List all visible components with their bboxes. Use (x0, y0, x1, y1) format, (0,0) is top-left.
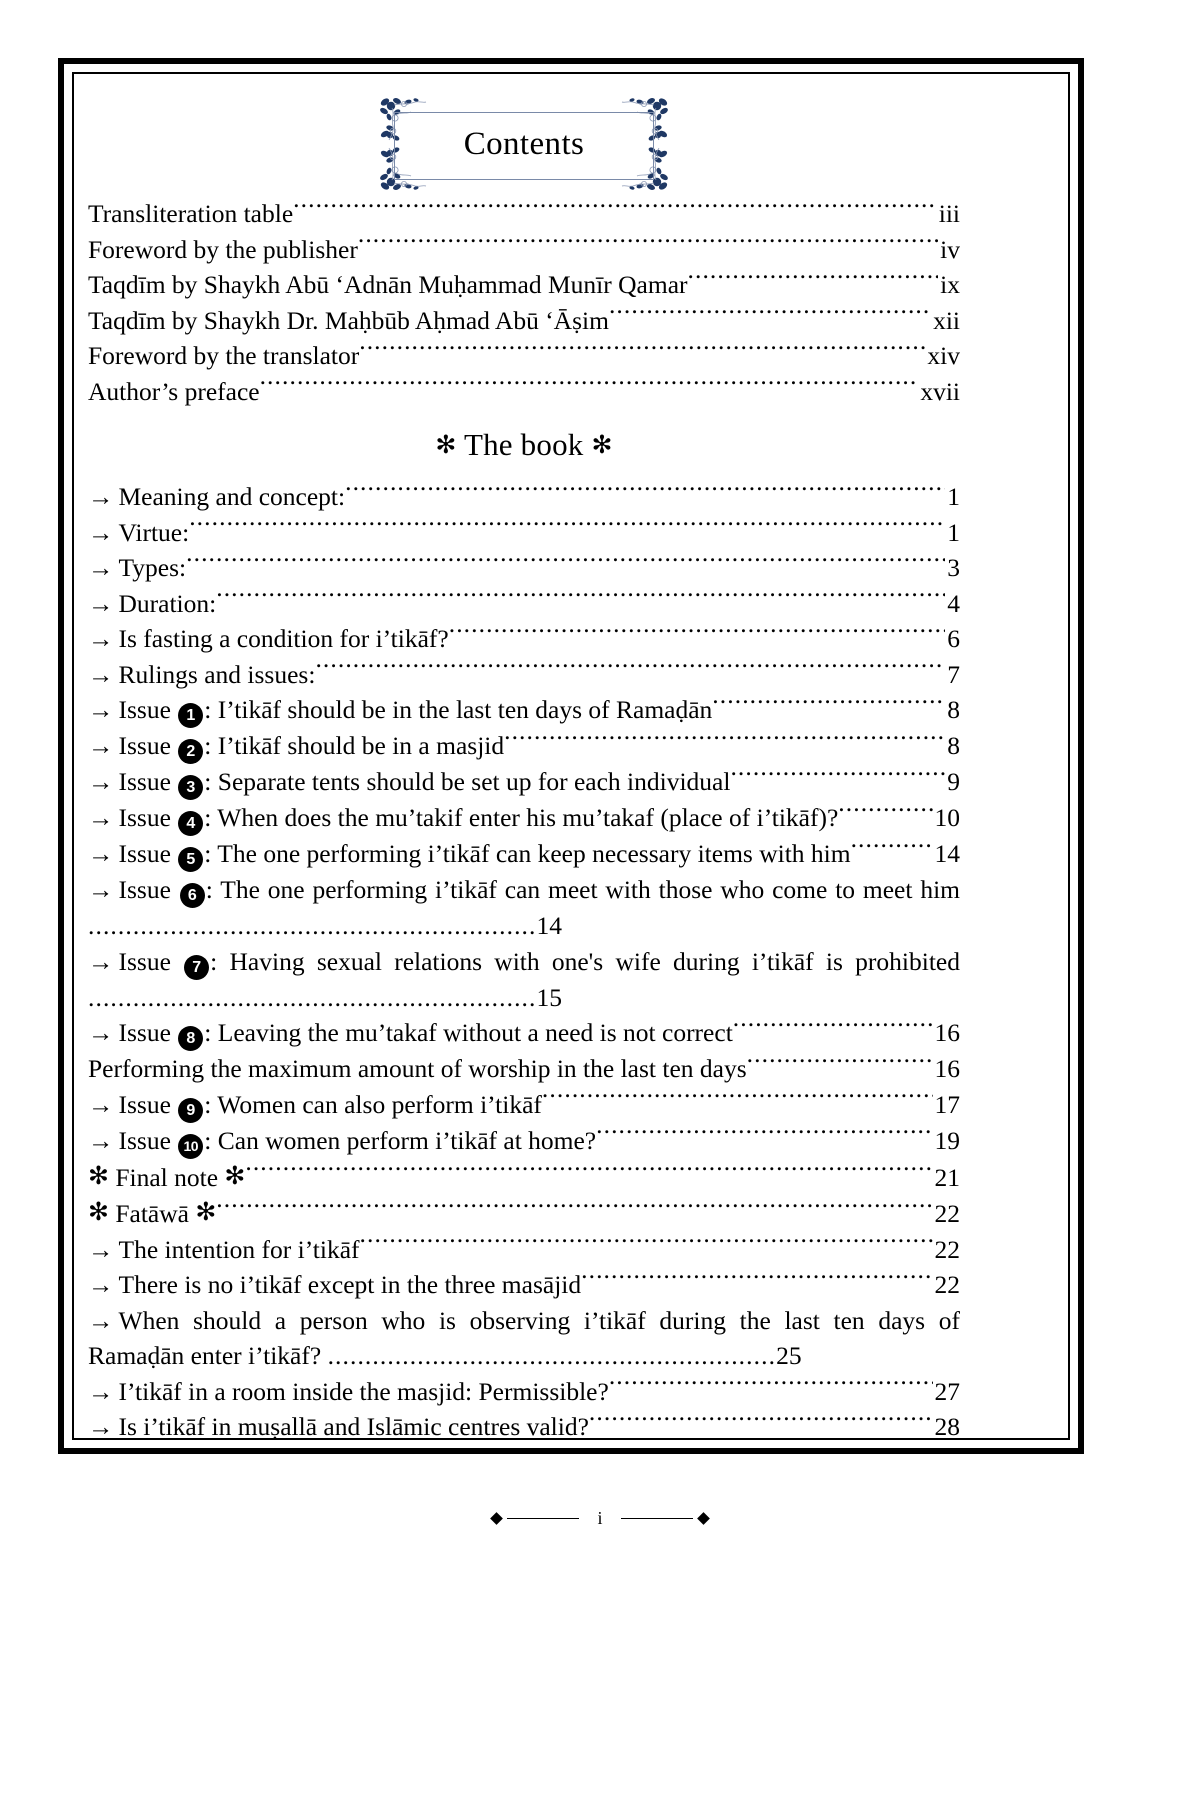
dot-leader (733, 1016, 933, 1042)
toc-entry-label: → Issue 3 : Separate tents should be set up for each individual (88, 764, 730, 800)
toc-page-number: 14 (536, 911, 562, 940)
dot-leader (186, 551, 945, 577)
arrow-bullet-icon: → (88, 839, 114, 868)
toc-entry-label: → Issue 5 : The one performing i’tikāf can keep necessary items with him (88, 836, 851, 872)
toc-entry[interactable] (88, 1051, 960, 1087)
arrow-bullet-icon: → (88, 1018, 114, 1047)
toc-entry[interactable] (88, 1015, 960, 1051)
issue-number-badge: 3 (178, 775, 203, 800)
toc-page-number: ix (940, 270, 960, 299)
toc-entry[interactable] (88, 196, 960, 232)
toc-page-number: 1 (947, 482, 960, 511)
toc-entry[interactable] (88, 267, 960, 303)
toc-page-number: xiv (927, 341, 960, 370)
toc-entry[interactable] (88, 1195, 960, 1232)
issue-number-badge: 5 (178, 847, 203, 872)
toc-entry-label: → Duration: (88, 586, 216, 622)
arrow-bullet-icon: → (88, 803, 114, 832)
toc-page-number: 8 (947, 731, 960, 760)
arrow-bullet-icon: → (88, 1234, 114, 1264)
section-heading-the-book (88, 427, 960, 463)
toc-entry-label: → Is i’tikāf in muṣallā and Islāmic centres valid? (88, 1409, 589, 1445)
page-content (88, 88, 960, 1441)
toc-entry[interactable] (88, 479, 960, 515)
dot-leader (712, 693, 945, 719)
toc-entry[interactable] (88, 232, 960, 268)
toc-entry-label: → Issue 6 : The one performing i’tikāf can meet with those who come to meet him (88, 875, 960, 904)
toc-entry-label: → I’tikāf in a room inside the masjid: Permissible? (88, 1374, 609, 1410)
rosette-ornament-icon: ✻ (88, 1162, 109, 1190)
arrow-bullet-icon: → (88, 1376, 114, 1406)
rosette-ornament-icon: ✻ (435, 432, 457, 459)
toc-page-number: 16 (934, 1018, 960, 1047)
dot-leader (589, 1410, 933, 1436)
arrow-bullet-icon: → (88, 1412, 114, 1441)
toc-entry[interactable] (88, 621, 960, 657)
toc-entry-label: → Issue 7 : Having sexual relations with one's wife during i’tikāf is prohibited (88, 947, 960, 976)
toc-page-number: 14 (934, 839, 960, 868)
toc-page-number: 4 (947, 588, 960, 618)
toc-entry-label: Taqdīm by Shaykh Dr. Maḥbūb Aḥmad Abū ‘Āṣim (88, 305, 609, 335)
toc-entry-label: → There is no i’tikāf except in the three masājid (88, 1267, 581, 1303)
issue-number-badge: 2 (178, 739, 203, 764)
arrow-bullet-icon: → (88, 767, 114, 796)
toc-page-number: 22 (934, 1270, 960, 1299)
toc-entry-label: Author’s preface (88, 376, 260, 406)
arrow-bullet-icon: → (88, 1125, 114, 1155)
toc-entry[interactable] (88, 836, 960, 872)
toc-entry-label: → Issue 8 : Leaving the mu’takaf without a need is not correct (88, 1015, 733, 1051)
toc-entry[interactable] (88, 872, 960, 944)
issue-number-badge: 8 (178, 1026, 203, 1051)
toc-page-number: xii (933, 305, 960, 335)
dot-leader (609, 1374, 933, 1400)
toc-entry-label: ✻ Final note ✻ (88, 1159, 245, 1196)
toc-entry-label: → Issue 2 : I’tikāf should be in a masjid (88, 728, 504, 764)
toc-entry-label: → When should a person who is observing i’tikāf during the last ten days of Ramaḍān enter i’tikāf? (88, 1306, 960, 1371)
toc-entry[interactable] (88, 800, 960, 836)
arrow-bullet-icon: → (88, 482, 114, 511)
arrow-bullet-icon: → (88, 731, 114, 760)
toc-entry-label: ✻ Fatāwā ✻ (88, 1195, 216, 1232)
dot-leader: ............................................................ (88, 982, 537, 1012)
toc-entry-label: → Types: (88, 550, 186, 586)
issue-number-badge: 1 (178, 703, 203, 728)
toc-entry-label: Foreword by the publisher (88, 234, 358, 264)
toc-page-number: 22 (934, 1234, 960, 1264)
dot-leader (260, 374, 919, 400)
diamond-icon (697, 1512, 710, 1525)
toc-entry-label: → Issue 9 : Women can also perform i’tikāf (88, 1087, 542, 1123)
toc-page-number: 22 (934, 1199, 960, 1228)
toc-entry-label: → Issue 4 : When does the mu’takif enter his mu’takaf (place of i’tikāf)? (88, 800, 838, 836)
toc-page-number: 3 (947, 553, 960, 582)
toc-page-number: 8 (947, 695, 960, 724)
arrow-bullet-icon: → (88, 624, 114, 653)
toc-entry-label: Taqdīm by Shaykh Abū ‘Adnān Muḥammad Munīr Qamar (88, 270, 688, 299)
toc-page-number: 28 (934, 1412, 960, 1441)
toc-entry[interactable] (88, 657, 960, 693)
toc-entry-label: → Issue 1 : I’tikāf should be in the last ten days of Ramaḍān (88, 692, 712, 728)
arrow-bullet-icon: → (88, 553, 114, 582)
diamond-icon (491, 1512, 504, 1525)
toc-entry[interactable] (88, 338, 960, 374)
arrow-bullet-icon: → (88, 946, 114, 976)
rosette-ornament-icon: ✻ (591, 432, 613, 459)
dot-leader (504, 729, 945, 755)
dot-leader (345, 480, 945, 506)
arrow-bullet-icon: → (88, 695, 114, 724)
issue-number-badge: 4 (178, 811, 203, 836)
dot-leader (245, 1160, 932, 1186)
dot-leader (449, 622, 946, 648)
footer-page-number: i (597, 1508, 603, 1528)
toc-entry[interactable] (88, 550, 960, 586)
dot-leader (359, 339, 925, 365)
arrow-bullet-icon: → (88, 517, 114, 547)
footer-rule-right (621, 1514, 708, 1523)
issue-number-badge: 7 (184, 955, 209, 980)
dot-leader (730, 765, 945, 791)
section-heading-label: The book (463, 427, 584, 462)
toc-entry[interactable] (88, 1123, 960, 1159)
toc-entry[interactable] (88, 515, 960, 551)
toc-entry[interactable] (88, 303, 960, 339)
dot-leader (360, 1232, 933, 1258)
arrow-bullet-icon: → (88, 875, 114, 904)
dot-leader (293, 197, 937, 223)
book-toc-list (88, 479, 960, 1445)
page-title: Contents (463, 125, 585, 162)
dot-leader (596, 1123, 932, 1149)
contents-title-block (380, 98, 668, 190)
arrow-bullet-icon: → (88, 1305, 114, 1335)
dot-leader (747, 1052, 933, 1078)
toc-page-number: 16 (934, 1054, 960, 1083)
toc-page-number: 10 (934, 803, 960, 832)
toc-page-number: 17 (934, 1089, 960, 1119)
dot-leader (542, 1087, 933, 1113)
toc-page-number: 25 (776, 1341, 802, 1370)
toc-page-number: 6 (947, 624, 960, 653)
arrow-bullet-icon: → (88, 588, 114, 618)
page-footer (0, 1508, 1200, 1529)
dot-leader (838, 801, 932, 827)
toc-entry-label: Transliteration table (88, 199, 294, 228)
toc-page-number: 21 (934, 1162, 960, 1192)
footer-rule-left (492, 1514, 579, 1523)
dot-leader (189, 515, 945, 541)
footer-line (507, 1518, 579, 1520)
arrow-bullet-icon: → (88, 659, 114, 689)
toc-page-number: 7 (947, 659, 960, 689)
toc-entry[interactable] (88, 764, 960, 800)
toc-entry[interactable] (88, 728, 960, 764)
dot-leader (851, 837, 933, 863)
front-matter-toc-list (88, 196, 960, 409)
toc-entry[interactable] (88, 944, 960, 1016)
toc-entry[interactable] (88, 1374, 960, 1410)
issue-number-badge: 10 (178, 1134, 203, 1159)
toc-entry-label: → Virtue: (88, 515, 189, 551)
toc-entry[interactable] (88, 1409, 960, 1445)
dot-leader (358, 232, 938, 258)
toc-entry-label: → Rulings and issues: (88, 657, 315, 693)
dot-leader (315, 657, 945, 683)
toc-entry-label: → Is fasting a condition for i’tikāf? (88, 621, 449, 657)
toc-entry[interactable] (88, 1159, 960, 1196)
toc-entry-label: Foreword by the translator (88, 341, 360, 370)
dot-leader (609, 303, 931, 329)
toc-entry[interactable] (88, 692, 960, 728)
toc-entry[interactable] (88, 1267, 960, 1303)
toc-page-number: 27 (934, 1376, 960, 1406)
rosette-ornament-icon: ✻ (88, 1199, 109, 1226)
rosette-ornament-icon: ✻ (224, 1162, 246, 1190)
rosette-ornament-icon: ✻ (195, 1199, 217, 1226)
issue-number-badge: 9 (178, 1098, 203, 1123)
toc-entry[interactable] (88, 1087, 960, 1123)
contents-title-frame (394, 112, 654, 180)
toc-entry[interactable] (88, 1232, 960, 1268)
dot-leader: ............................................................ (88, 911, 537, 940)
toc-entry-label: → Issue 10 : Can women perform i’tikāf at home? (88, 1123, 596, 1159)
footer-line (621, 1518, 693, 1520)
toc-page-number: iii (938, 199, 960, 228)
toc-page-number: xvii (920, 376, 960, 406)
toc-page-number: 19 (934, 1125, 960, 1155)
dot-leader: ............................................................ (327, 1341, 777, 1370)
toc-entry[interactable] (88, 586, 960, 622)
arrow-bullet-icon: → (88, 1270, 114, 1299)
dot-leader (216, 586, 945, 612)
toc-page-number: 1 (947, 517, 960, 547)
dot-leader (216, 1197, 932, 1223)
toc-entry[interactable] (88, 374, 960, 410)
arrow-bullet-icon: → (88, 1089, 114, 1119)
toc-entry[interactable] (88, 1303, 960, 1374)
toc-page-number: 15 (536, 982, 562, 1012)
toc-page-number: 9 (947, 767, 960, 796)
toc-entry-label: Performing the maximum amount of worship in the last ten days (88, 1054, 747, 1083)
toc-page-number: iv (940, 234, 960, 264)
toc-entry-label: → The intention for i’tikāf (88, 1232, 360, 1268)
issue-number-badge: 6 (180, 883, 205, 908)
dot-leader (688, 268, 939, 294)
toc-entry-label: → Meaning and concept: (88, 479, 345, 515)
dot-leader (581, 1268, 932, 1294)
